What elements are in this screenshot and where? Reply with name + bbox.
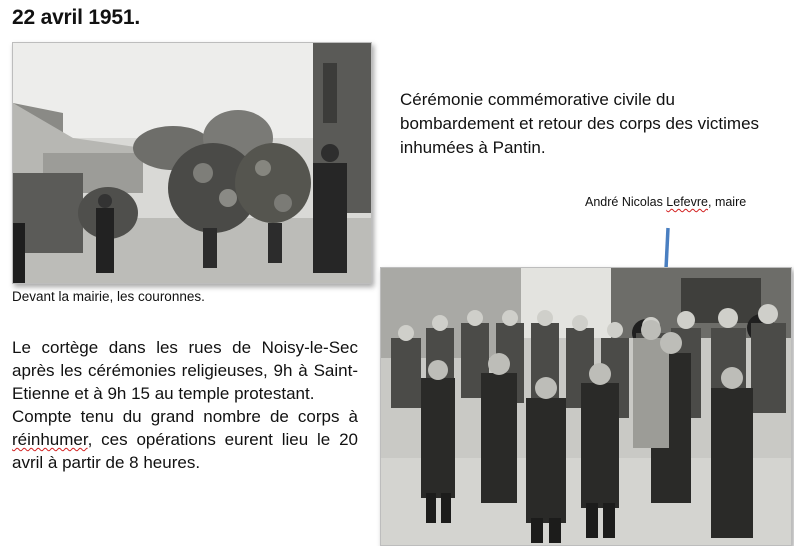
- reburial-misspelled-word: réinhumer: [12, 430, 88, 449]
- mayor-label: [585, 195, 746, 209]
- ceremony-description: Cérémonie commémorative civile du bombardement et retour des corps des victimes inhumées à Pantin.: [400, 90, 760, 157]
- wreaths-caption: Devant la mairie, les couronnes.: [12, 289, 205, 304]
- page-title: 22 avril 1951.: [12, 6, 140, 29]
- reburial-paragraph: [12, 405, 358, 474]
- procession-photo: [380, 267, 792, 546]
- mayor-surname: Lefevre: [666, 195, 708, 209]
- mayor-first-names: André Nicolas: [585, 195, 667, 209]
- mayor-title: , maire: [708, 195, 747, 209]
- cortege-paragraph: Le cortège dans les rues de Noisy-le-Sec après les cérémonies religieuses, 9h à Saint-Etienne et à 9h 15 au temple protestant.: [12, 338, 358, 403]
- reburial-text-start: Compte tenu du grand nombre de corps à: [12, 407, 358, 426]
- reburial-text-end: , ces opérations eurent lieu le 20 avril à partir de 8 heures.: [12, 430, 358, 472]
- cortege-description: [12, 336, 358, 474]
- wreaths-photo: [12, 42, 372, 284]
